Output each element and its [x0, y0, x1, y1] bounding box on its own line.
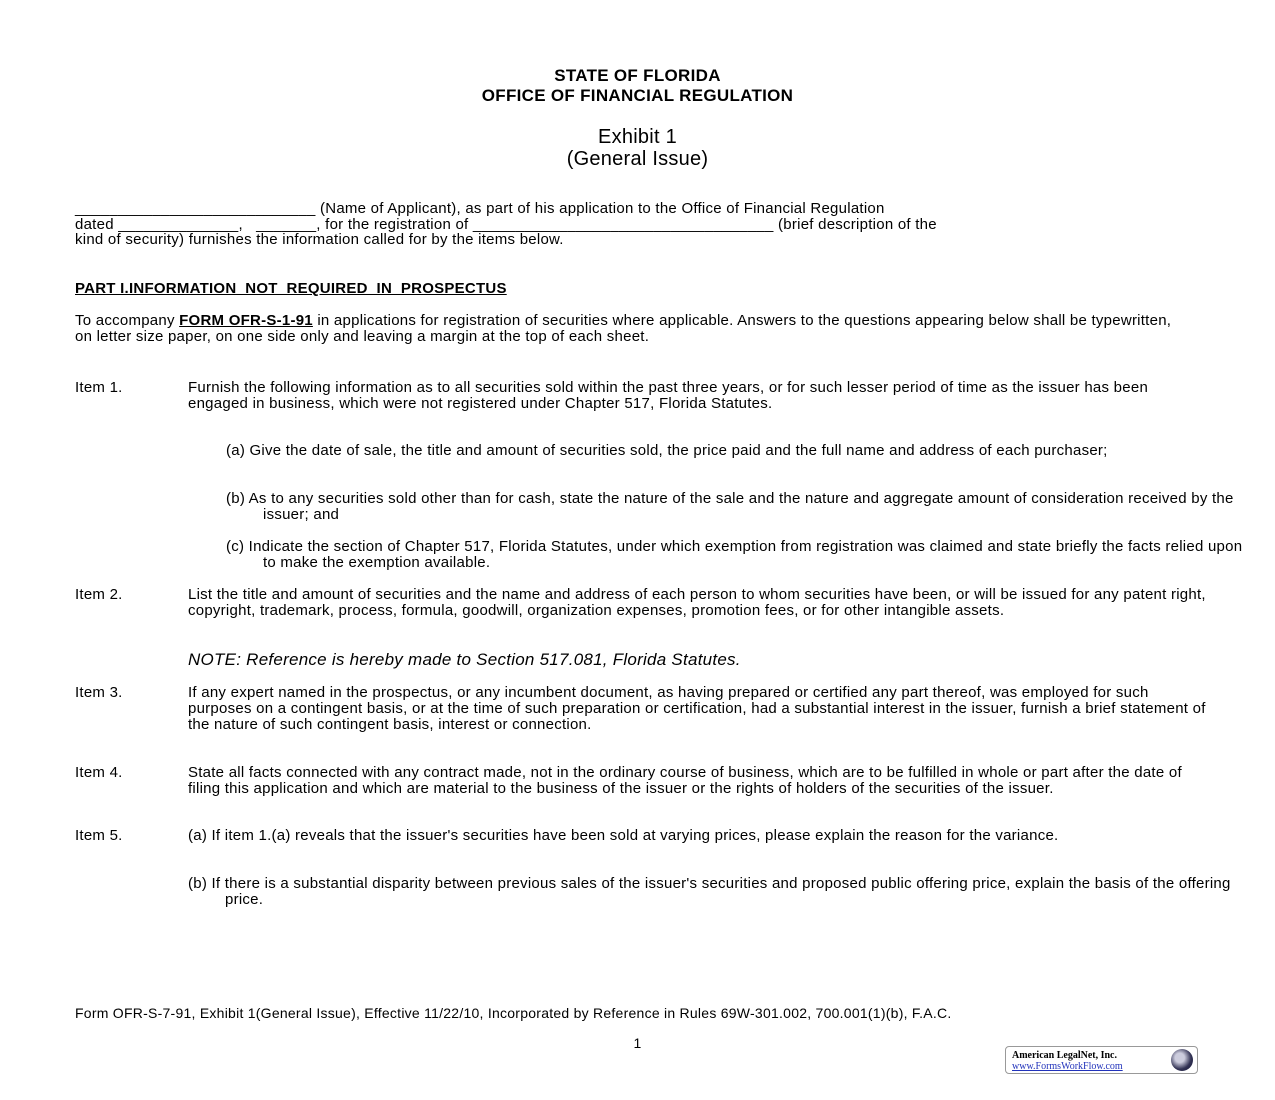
item-1-text: Furnish the following information as to all securities sold within the past three years, or for such lesser period of time as the issuer has been engaged in business, which were not registered under Chapter 517, Florida Statutes. — [188, 379, 1149, 412]
item-3-label: Item 3. — [75, 684, 123, 701]
logo-company: American LegalNet, Inc. — [1012, 1050, 1117, 1061]
item-1-label: Item 1. — [75, 379, 123, 396]
item-1-b: (b) As to any securities sold other than for cash, state the nature of the sale and the nature and aggregate amount of consideration received by the issuer; and — [226, 490, 1234, 523]
item-3-text: If any expert named in the prospectus, or any incumbent document, as having prepared or certified any part thereof, was employed for such purposes on a contingent basis, or at the time of such preparation or certification, had a substantial interest in the issuer, furnish a brief statement of the nature of such contingent basis, interest or connection. — [188, 684, 1206, 733]
item-2-text: List the title and amount of securities and the name and address of each person to whom securities have been, or will be issued for any patent right, copyright, trademark, process, formula, goodwill, organization expenses, promotion fees, or for other intangible assets. — [188, 586, 1206, 619]
item-2-note: NOTE: Reference is hereby made to Section 517.081, Florida Statutes. — [188, 650, 741, 669]
page-number: 1 — [633, 1035, 642, 1051]
part1-paragraph — [75, 313, 1185, 345]
item-5-a: (a) If item 1.(a) reveals that the issuer's securities have been sold at varying prices, please explain the reason for the variance. — [188, 827, 1059, 844]
item-4-label: Item 4. — [75, 764, 123, 781]
item-2-label: Item 2. — [75, 586, 123, 603]
exhibit-title: Exhibit 1 — [598, 126, 677, 148]
intro-line-1: ____________________________ (Name of Applicant), as part of his application to the Office of Financial Regulation — [75, 200, 885, 217]
exhibit-subtitle: (General Issue) — [566, 148, 709, 170]
intro-line-2: dated ______________, _______, for the registration of ___________________________________ (brief description of the — [75, 216, 937, 233]
header-office: OFFICE OF FINANCIAL REGULATION — [481, 86, 794, 105]
globe-icon — [1171, 1049, 1193, 1071]
item-1-c: (c) Indicate the section of Chapter 517, Florida Statutes, under which exemption from registration was claimed and state briefly the facts relied upon to make the exemption available. — [226, 538, 1243, 571]
item-4-text: State all facts connected with any contract made, not in the ordinary course of business, which are to be fulfilled in whole or part after the date of filing this application and which are material to the business of the issuer or the rights of holders of the securities of the issuer. — [188, 764, 1182, 797]
american-legalnet-logo — [1005, 1046, 1198, 1074]
item-5-label: Item 5. — [75, 827, 123, 844]
part1-heading: PART I.INFORMATION NOT REQUIRED IN PROSPECTUS — [75, 280, 507, 297]
item-5-b: (b) If there is a substantial disparity between previous sales of the issuer's securities and proposed public offering price, explain the basis of the offering price. — [188, 875, 1231, 908]
intro-line-3: kind of security) furnishes the information called for by the items below. — [75, 231, 564, 248]
header-state: STATE OF FLORIDA — [554, 66, 721, 85]
part1-text-before: To accompany — [75, 312, 180, 329]
form-reference: FORM OFR-S-1-91 — [179, 312, 313, 329]
item-1-a: (a) Give the date of sale, the title and amount of securities sold, the price paid and the full name and address of each purchaser; — [226, 442, 1108, 459]
part1-text-after: in applications for registration of securities where applicable. Answers to the questions appearing below shall be typewritten, on letter size paper, on one side only and leaving a margin at the top of each sheet. — [75, 312, 1172, 345]
footer-form-reference: Form OFR-S-7-91, Exhibit 1(General Issue), Effective 11/22/10, Incorporated by Reference in Rules 69W-301.002, 700.001(1)(b), F.A.C. — [75, 1005, 952, 1021]
logo-url[interactable]: www.FormsWorkFlow.com — [1012, 1061, 1123, 1072]
